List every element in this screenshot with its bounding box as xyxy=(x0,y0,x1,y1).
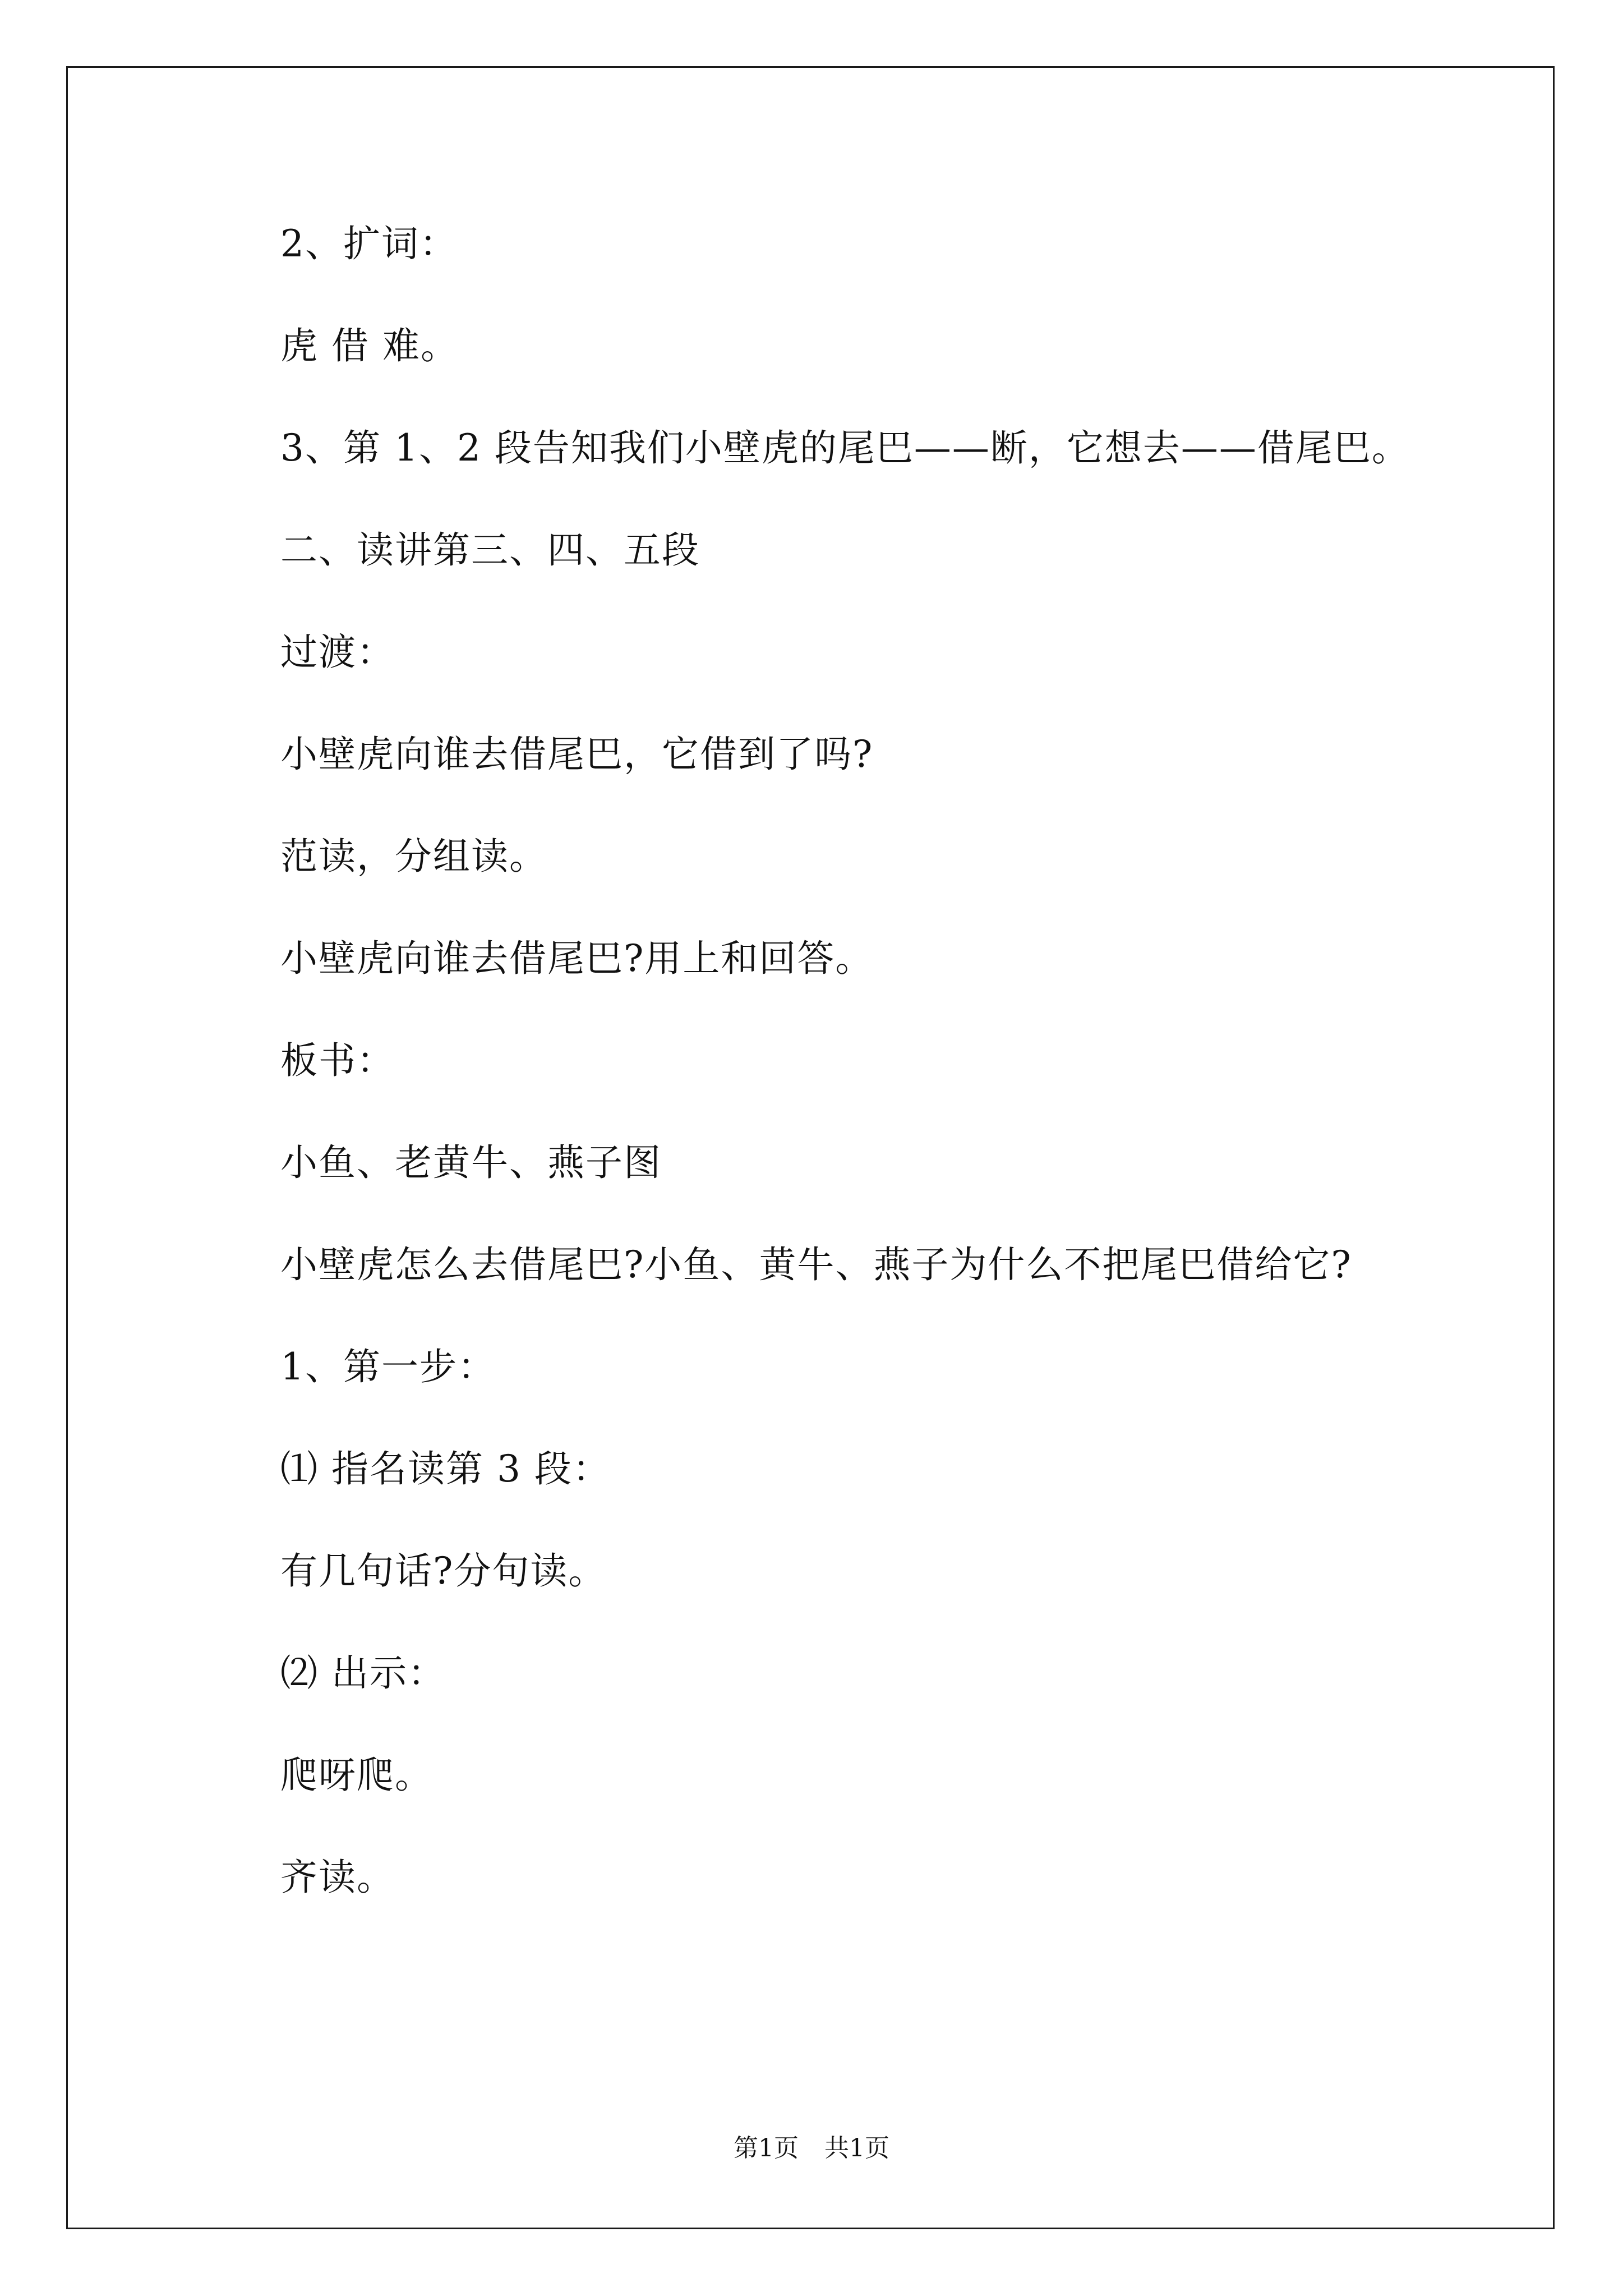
text-line: 有几句话?分句读。 xyxy=(280,1549,607,1593)
text-line: 小鱼、老黄牛、燕子图 xyxy=(280,1141,662,1184)
text-line: 过渡： xyxy=(280,631,395,674)
page-count: 共1页 xyxy=(824,2134,889,2162)
text-line: 虎 借 难。 xyxy=(280,324,459,367)
text-line: 爬呀爬。 xyxy=(280,1754,433,1797)
text-line: 3、第 1、2 段告知我们小壁虎的尾巴——断，它想去——借尾巴。 xyxy=(280,426,1410,470)
text-line: 小壁虎向谁去借尾巴，它借到了吗? xyxy=(280,733,874,776)
text-line: ⑵ 出示： xyxy=(280,1651,446,1695)
text-line: 二、读讲第三、四、五段 xyxy=(280,528,700,572)
text-line: 小壁虎向谁去借尾巴?用上和回答。 xyxy=(280,937,874,980)
page-footer xyxy=(0,2132,1623,2165)
page-number: 第1页 xyxy=(734,2134,799,2162)
text-line: 齐读。 xyxy=(280,1856,395,1899)
text-line: 2、扩词： xyxy=(280,222,458,265)
text-line: 小壁虎怎么去借尾巴?小鱼、黄牛、燕子为什么不把尾巴借给它? xyxy=(280,1243,1352,1286)
text-line: 范读，分组读。 xyxy=(280,835,547,878)
text-line: 1、第一步： xyxy=(280,1345,496,1388)
text-line: ⑴ 指名读第 3 段： xyxy=(280,1447,611,1490)
text-line: 板书： xyxy=(280,1039,395,1082)
